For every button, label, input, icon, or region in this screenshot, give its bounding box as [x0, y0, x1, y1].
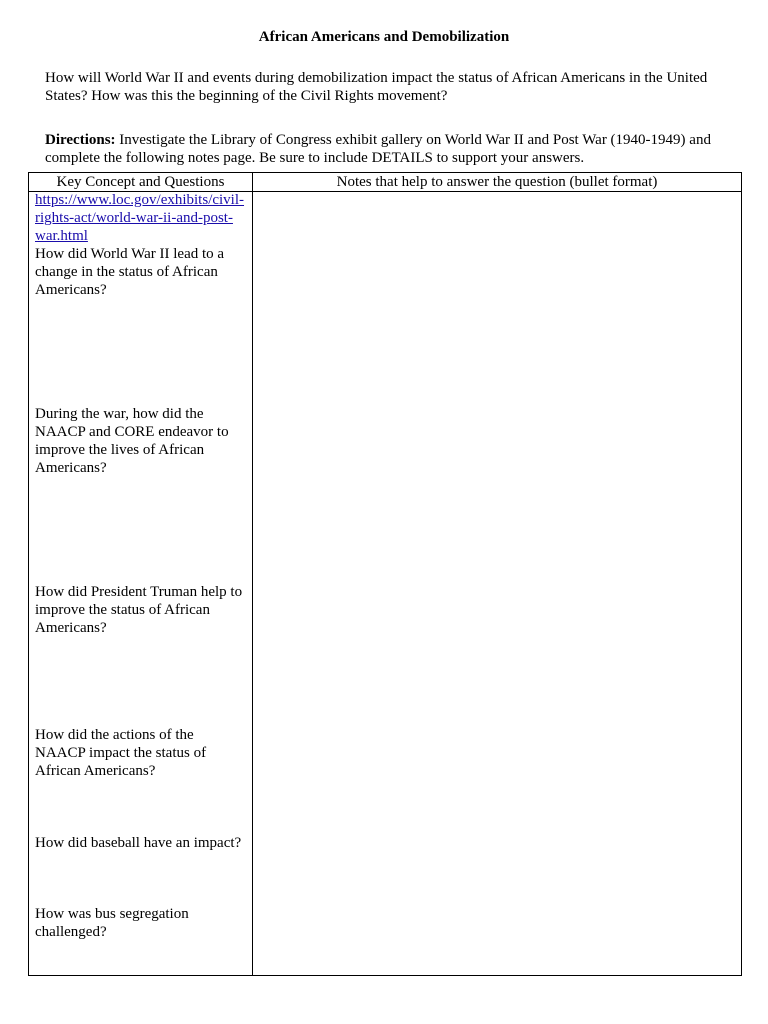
notes-cell[interactable]: [253, 192, 742, 976]
header-key-concepts: Key Concept and Questions: [29, 173, 253, 192]
question-text: How did President Truman help to improve the status of African Americans?: [35, 584, 243, 636]
question-text: How did the actions of the NAACP impact the status of African Americans?: [35, 727, 207, 779]
header-notes: Notes that help to answer the question (bullet format): [253, 173, 742, 192]
table-header-row: [29, 173, 742, 192]
intro-question: How will World War II and events during demobilization impact the status of African Americans in the United States? How was this the beginning of the Civil Rights movement?: [45, 70, 708, 104]
document-title: African Americans and Demobilization: [258, 29, 510, 45]
question-block-6: [35, 905, 247, 941]
question-text: How did World War II lead to a change in the status of African Americans?: [35, 246, 225, 298]
question-text: How was bus segregation challenged?: [35, 906, 189, 940]
question-block-1: [35, 191, 247, 299]
question-text: During the war, how did the NAACP and CORE endeavor to improve the lives of African Americans?: [35, 406, 229, 476]
exhibit-link[interactable]: https://www.loc.gov/exhibits/civil-rights-act/world-war-ii-and-post-war.html: [35, 192, 245, 244]
directions-text: Investigate the Library of Congress exhibit gallery on World War II and Post War (1940-1949) and complete the following notes page. Be sure to include DETAILS to support your answers.: [45, 132, 711, 166]
question-block-3: [35, 583, 247, 637]
question-block-4: [35, 726, 247, 780]
question-text: How did baseball have an impact?: [35, 835, 242, 851]
directions-label: Directions:: [45, 132, 116, 148]
directions-paragraph: [45, 131, 745, 167]
question-block-2: [35, 405, 247, 477]
question-block-5: [35, 834, 247, 852]
